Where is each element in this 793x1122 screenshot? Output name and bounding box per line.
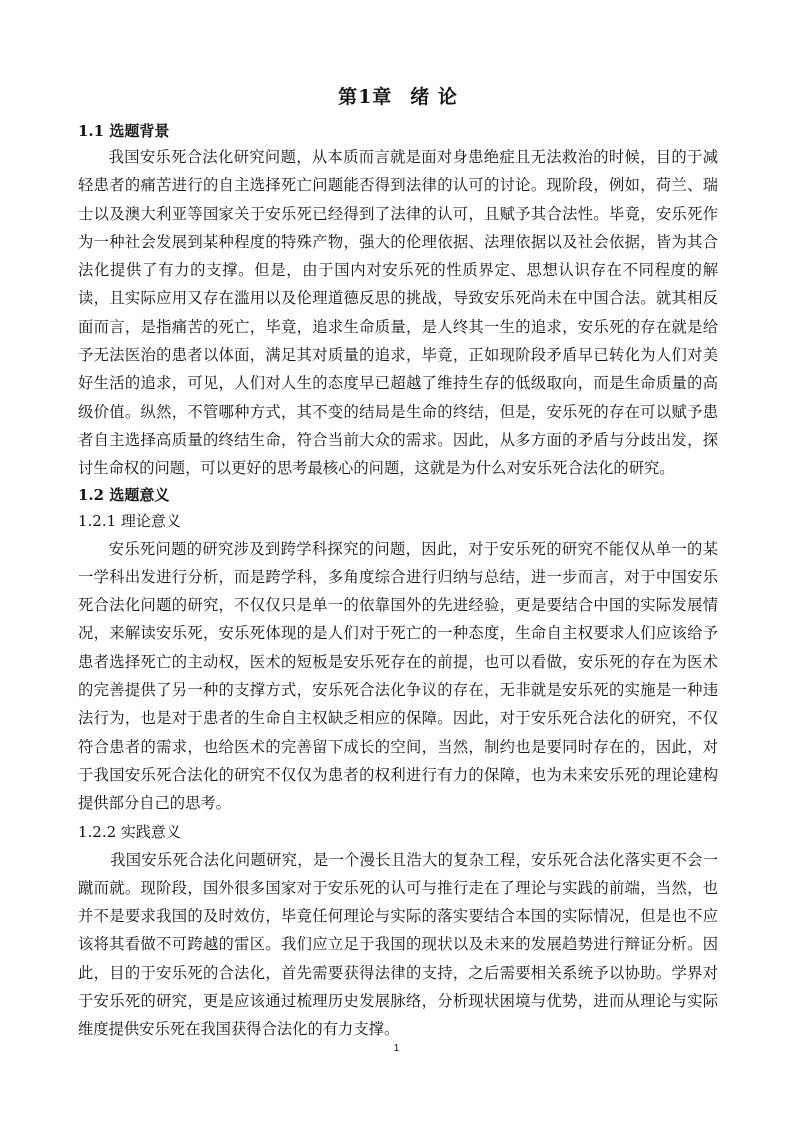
page-number: 1: [393, 1043, 400, 1054]
subsection-heading-practice: 1.2.2 实践意义: [78, 822, 181, 841]
chapter-title: [78, 82, 718, 109]
paragraph-theory: 安乐死问题的研究涉及到跨学科探究的问题，因此，对于安乐死的研究不能仅从单一的某一学科出发进行分析，而是跨学科，多角度综合进行归纳与总结，进一步而言，对于中国安乐死合法化问题的研究，不仅仅只是单一的依靠国外的先进经验，更是要结合中国的实际发展情况，来解读安乐死，安乐死体现的是人们对于死亡的一种态度，生命自主权要求人们应该给予患者选择死亡的主动权，医术的短板是安乐死存在的前提，也可以看做，安乐死的存在为医术的完善提供了另一种的支撑方式，安乐死合法化争议的存在，无非就是安乐死的实施是一种违法行为，也是对于患者的生命自主权缺乏相应的保障。因此，对于安乐死合法化的研究，不仅符合患者的需求，也给医术的完善留下成长的空间，当然，制约也是要同时存在的，因此，对于我国安乐死合法化的研究不仅仅为患者的权利进行有力的保障，也为未来安乐死的理论建构提供部分自己的思考。: [78, 539, 718, 813]
paragraph-background: 我国安乐死合法化研究问题，从本质而言就是面对身患绝症且无法救治的时候，目的于减轻患者的痛苦进行的自主选择死亡问题能否得到法律的认可的讨论。现阶段，例如，荷兰、瑞士以及澳大利亚等国家关于安乐死已经得到了法律的认可，且赋予其合法性。毕竟，安乐死作为一种社会发展到某种程度的特殊产物，强大的伦理依据、法理依据以及社会依据，皆为其合法化提供了有力的支撑。但是，由于国内对安乐死的性质界定、思想认识存在不同程度的解读，且实际应用又存在滥用以及伦理道德反思的挑战，导致安乐死尚未在中国合法。就其相反面而言，是指痛苦的死亡，毕竟，追求生命质量，是人终其一生的追求，安乐死的存在就是给予无法医治的患者以体面，满足其对质量的追求，毕竟，正如现阶段矛盾早已转化为人们对美好生活的追求，可见，人们对人生的态度早已超越了维持生存的低级取向，而是生命质量的高级价值。纵然，不管哪种方式，其不变的结局是生命的终结，但是，安乐死的存在可以赋予患者自主选择高质量的终结生命，符合当前大众的需求。因此，从多方面的矛盾与分歧出发，探讨生命权的问题，可以更好的思考最核心的问题，这就是为什么对安乐死合法化的研究。: [78, 148, 718, 478]
chapter-number: 第1章: [338, 86, 393, 108]
paragraph-practice: 我国安乐死合法化问题研究，是一个漫长且浩大的复杂工程，安乐死合法化落实更不会一蹴而就。现阶段，国外很多国家对于安乐死的认可与推行走在了理论与实践的前端，当然，也并不是要求我国的及时效仿，毕竟任何理论与实际的落实要结合本国的实际情况，但是也不应该将其看做不可跨越的雷区。我们应立足于我国的现状以及未来的发展趋势进行辩证分析。因此，目的于安乐死的合法化，首先需要获得法律的支持，之后需要相关系统予以协助。学界对于安乐死的研究，更是应该通过梳理历史发展脉络，分析现状困境与优势，进而从理论与实际维度提供安乐死在我国获得合法化的有力支撑。: [78, 850, 718, 1039]
chapter-name: 绪 论: [410, 86, 458, 108]
section-heading-significance: 1.2 选题意义: [78, 485, 170, 504]
document-page: [78, 82, 718, 1044]
section-heading-background: 1.1 选题背景: [78, 122, 170, 140]
subsection-heading-theory: 1.2.1 理论意义: [78, 511, 181, 530]
